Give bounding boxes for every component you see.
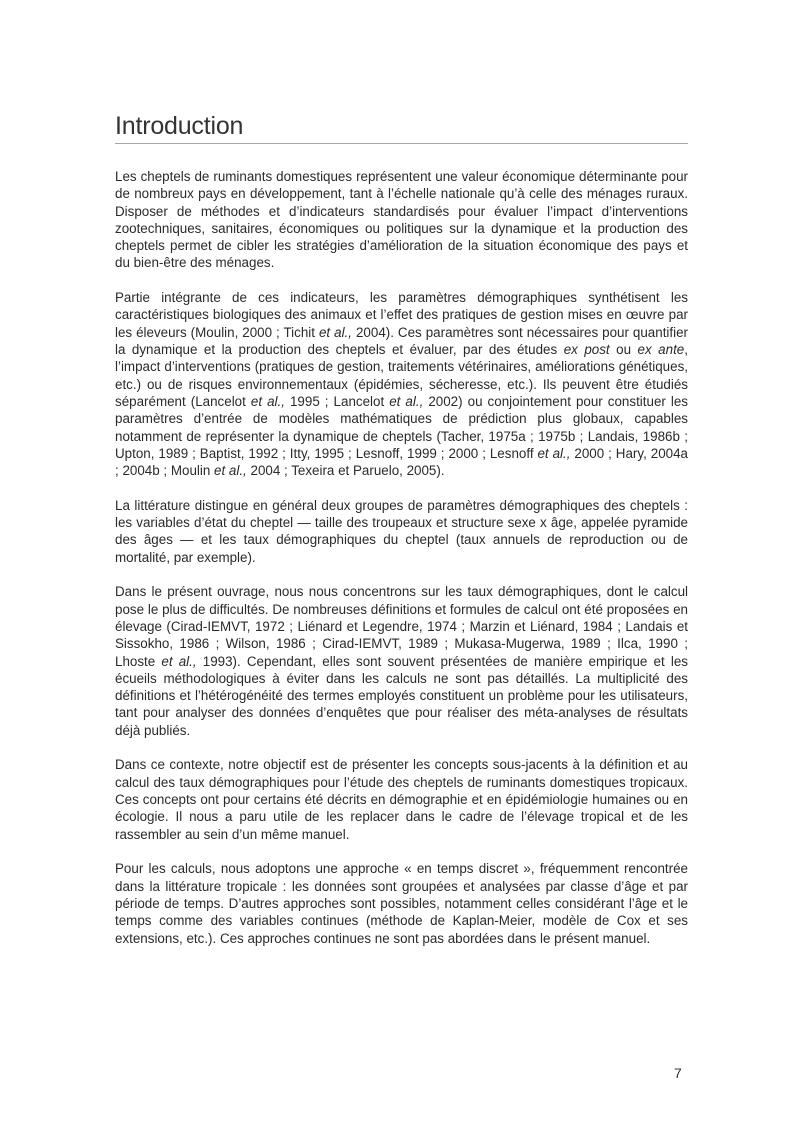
paragraph — [115, 168, 688, 272]
italic-text: ex post — [563, 342, 610, 358]
text-run: 1993). Cependant, elles sont souvent présentées de manière empirique et les écueils méthodologiques à éviter dans les calculs ne sont pas détaillés. La multiplicité des définitions et l’hétérogénéité des termes employés constituent un problème pour les utilisateurs, tant pour analyser des données d’enquêtes que pour réaliser des méta-analyses de résultats déjà publiés. — [115, 653, 688, 738]
page-content — [115, 112, 688, 964]
italic-text: et al., — [318, 324, 352, 340]
text-run: La littérature distingue en général deux groupes de paramètres démographiques des cheptels : les variables d’état du cheptel — taille des troupeaux et structure sexe x âge, appelée pyramide des âges — et les taux démographiques du cheptel (taux annuels de reproduction ou de mortalité, par exemple). — [115, 497, 688, 565]
italic-text: et al., — [161, 653, 197, 669]
text-run: Pour les calculs, nous adoptons une approche « en temps discret », fréquemment rencontrée dans la littérature tropicale : les données sont groupées et analysées par classe d’âge et par période de temps. D’autres approches sont possibles, notamment celles considérant l’âge et le temps comme des variables continues (méthode de Kaplan-Meier, modèle de Cox et ses extensions, etc.). Ces approches continues ne sont pas abordées dans le présent manuel. — [115, 861, 688, 946]
page-title: Introduction — [115, 112, 244, 140]
text-run: Les cheptels de ruminants domestiques représentent une valeur économique déterminante pour de nombreux pays en développement, tant à l’échelle nationale qu’à celle des ménages ruraux. Disposer de méthodes et d’indicateurs standardisés pour évaluer l’impact d’interventions zootechniques, sanitaires, économiques ou politiques sur la dynamique et la production des cheptels permet de cibler les stratégies d’amélioration de la situation économique des pays et du bien-être des ménages. — [115, 169, 688, 271]
paragraph — [115, 860, 688, 946]
paragraph — [115, 497, 688, 566]
italic-text: et al., — [250, 393, 285, 409]
text-run: Partie intégrante de ces indicateurs, les paramètres démographiques synthétisent les caractéristiques biologiques des animaux et l’effet des pratiques de gestion mises en œuvre par les éleveurs (Moulin, 2000 ; Tichit — [115, 290, 688, 340]
italic-text: et al., — [389, 393, 424, 409]
page-number: 7 — [674, 1065, 682, 1081]
body-text — [115, 168, 688, 947]
text-run: Dans le présent ouvrage, nous nous concentrons sur les taux démographiques, dont le calcul pose le plus de difficultés. De nombreuses définitions et formules de calcul ont été proposées en élevage (Cirad-IEMVT, 1972 ; Liénard et Legendre, 1974 ; Marzin et Liénard, 1984 ; Landais et Sissokho, 1986 ; Wilson, 1986 ; Cirad-IEMVT, 1989 ; Mukasa-Mugerwa, 1989 ; Ilca, 1990 ; Lhoste — [115, 584, 688, 669]
paragraph — [115, 289, 688, 479]
italic-text: ex ante — [637, 342, 685, 358]
text-run: , l’impact d’interventions (pratiques de gestion, traitements vétérinaires, améliorations génétiques, etc.) ou de risques environnementaux (épidémies, sécheresse, etc.). Ils peuvent être étudiés séparément (Lancelot — [115, 342, 688, 409]
title-divider — [115, 143, 688, 144]
text-run: 2000 ; Hary, 2004a ; 2004b ; Moulin — [115, 445, 688, 479]
paragraph — [115, 583, 688, 739]
italic-text: et al., — [537, 445, 571, 461]
text-run: 1995 ; Lancelot — [284, 393, 390, 409]
text-run: 2004). Ces paramètres sont nécessaires pour quantifier la dynamique et la production des cheptels et évaluer, par des études — [115, 324, 688, 358]
text-run: ou — [609, 342, 638, 358]
paragraph — [115, 756, 688, 842]
text-run: 2002) ou conjointement pour constituer les paramètres d’entrée de modèles mathématiques de prédiction plus globaux, capables notamment de représenter la dynamique de cheptels (Tacher, 1975a ; 1975b ; Landais, 1986b ; Upton, 1989 ; Baptist, 1992 ; Itty, 1995 ; Lesnoff, 1999 ; 2000 ; Lesnoff — [115, 393, 688, 461]
text-run: Dans ce contexte, notre objectif est de présenter les concepts sous-jacents à la définition et au calcul des taux démographiques pour l’étude des cheptels de ruminants domestiques tropicaux. Ces concepts ont pour certains été décrits en démographie et en épidémiologie humaines ou en écologie. Il nous a paru utile de les replacer dans le cadre de l’élevage tropical et de les rassembler au sein d’un même manuel. — [115, 757, 688, 842]
italic-text: et al., — [214, 463, 247, 479]
text-run: 2004 ; Texeira et Paruelo, 2005). — [246, 463, 445, 479]
